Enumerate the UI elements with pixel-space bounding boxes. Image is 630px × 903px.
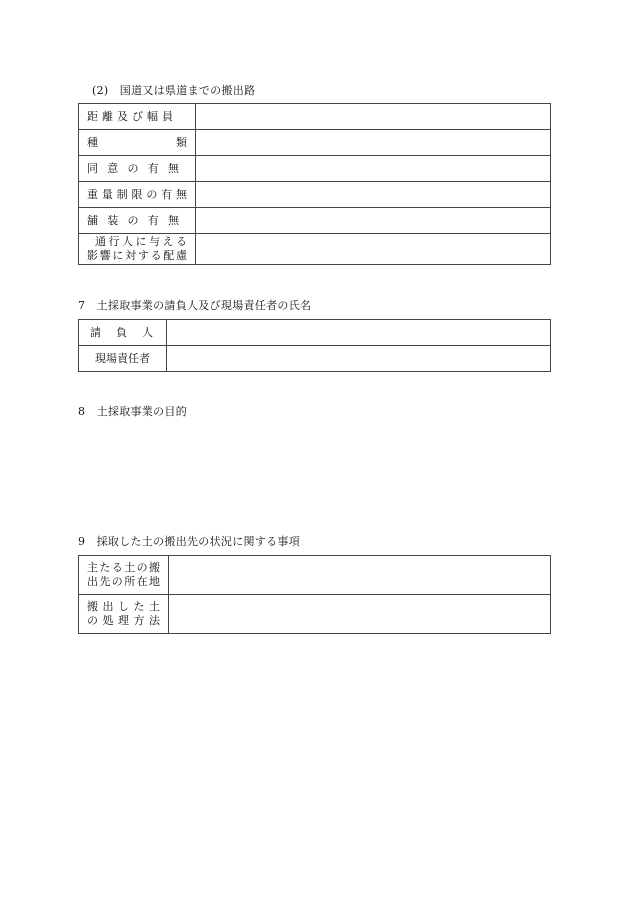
contractor-table [78,319,551,372]
site-manager-label: 現場責任者 [95,351,150,365]
type-field[interactable] [196,130,551,156]
section-6-2-heading: (2) 国道又は県道までの搬出路 [92,84,256,97]
disposal-label-line2: の処理方法 [87,614,160,627]
contractor-label: 請 負 人 [90,325,155,339]
destination-table [78,555,551,634]
table-row [79,595,551,634]
section-8-heading: 8 土採取事業の目的 [78,405,187,418]
section-9-heading: 9 採取した土の搬出先の状況に関する事項 [78,535,300,548]
disposal-label-line1: 搬出した土 [87,600,160,613]
table-row [79,104,551,130]
destination-location-field[interactable] [169,556,551,595]
table-row [79,556,551,595]
section-7-heading: 7 土採取事業の請負人及び現場責任者の氏名 [78,299,312,312]
contractor-field[interactable] [167,320,551,346]
table-row [79,156,551,182]
weight-limit-label: 重量制限の有無 [87,187,187,201]
table-row [79,320,551,346]
consent-field[interactable] [196,156,551,182]
pedestrian-label-line1: 通行人に与える [95,235,187,248]
destination-label-line2: 出先の所在地 [87,575,160,588]
purpose-text-area[interactable] [78,422,551,522]
haul-route-table [78,103,551,265]
disposal-method-field[interactable] [169,595,551,634]
weight-limit-field[interactable] [196,182,551,208]
type-label: 種 類 [87,135,187,149]
paving-field[interactable] [196,208,551,234]
table-row [79,234,551,265]
table-row [79,346,551,372]
pedestrian-consideration-field[interactable] [196,234,551,265]
distance-width-text: 距離及び幅員 [87,109,177,123]
site-manager-field[interactable] [167,346,551,372]
table-row [79,208,551,234]
table-row [79,130,551,156]
pedestrian-label-line2: 影響に対する配慮 [87,249,187,262]
paving-label: 舗装の有無 [87,213,187,227]
distance-width-label [87,110,187,124]
consent-label: 同意の有無 [87,161,187,175]
destination-label-line1: 主たる土の搬 [87,561,160,574]
table-row [79,182,551,208]
distance-width-field[interactable] [196,104,551,130]
